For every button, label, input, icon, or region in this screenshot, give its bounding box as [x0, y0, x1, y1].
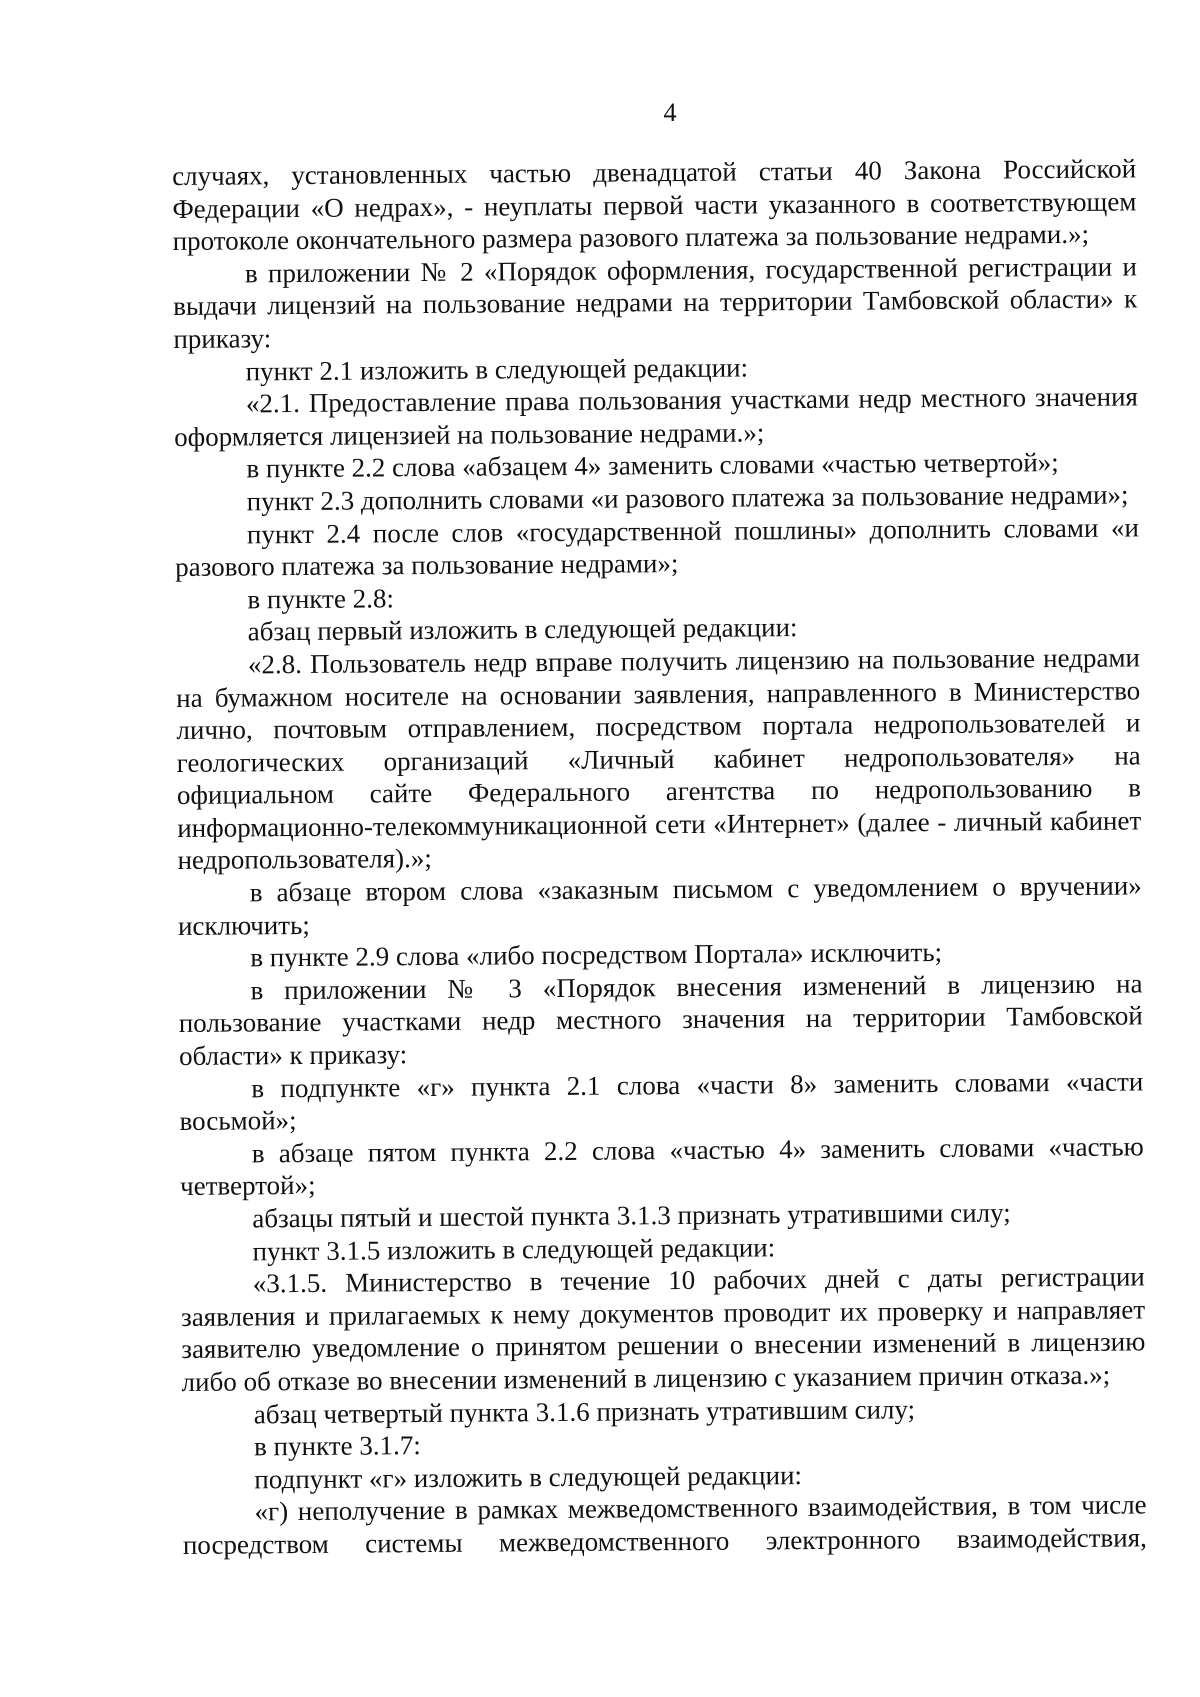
paragraph: «2.8. Пользователь недр вправе получить лицензию на пользование недрами на бумажном носителе на основании заявления, направленного в Министерство лично, почтовым отправлением, посредством портала недропользователей и геологических организаций «Личный кабинет недропользователя» на официальном сайте Федерального агентства по недропользованию в информационно-телекоммуникационной сети «Интернет» (далее - личный кабинет недропользователя).»;: [176, 642, 1142, 876]
paragraph: в пункте 2.8:: [247, 582, 395, 615]
paragraph: подпункт «г» изложить в следующей редакции:: [254, 1459, 803, 1495]
paragraph: абзац четвертый пункта 3.1.6 признать утратившим силу;: [253, 1393, 916, 1429]
paragraph: «г) неполучение в рамках межведомственного взаимодействия, в том числе посредством системы межведомственного электронного взаимодействия,: [182, 1489, 1147, 1560]
page-number: 4: [663, 98, 677, 127]
paragraph: в приложении № 2 «Порядок оформления, государственной регистрации и выдачи лицензий на пользование недрами на территории Тамбовской области» к приказу:: [173, 251, 1138, 354]
paragraph: случаях, установленных частью двенадцатой статьи 40 Закона Российской Федерации «О недрах», - неуплаты первой части указанного в соответствующем протоколе окончательного размера разового платежа за пользование недрами.»;: [172, 153, 1137, 257]
paragraph: «2.1. Предоставление права пользования участками недр местного значения оформляется лицензией на пользование недрами.»;: [174, 381, 1139, 452]
paragraph: абзацы пятый и шестой пункта 3.1.3 признать утратившими силу;: [252, 1197, 1011, 1234]
paragraph: в пункте 2.2 слова «абзацем 4» заменить словами «частью четвертой»;: [246, 447, 1059, 484]
paragraph: в абзаце втором слова «заказным письмом с уведомлением о вручении» исключить;: [177, 870, 1142, 941]
paragraph: в абзаце пятом пункта 2.2 слова «частью 4» заменить словами «частью четвертой»;: [179, 1131, 1144, 1202]
paragraph: в пункте 2.9 слова «либо посредством Портала» исключить;: [250, 937, 943, 973]
paragraph: в приложении № 3 «Порядок внесения изменений в лицензию на пользование участками недр местного значения на территории Тамбовской области» к приказу:: [178, 968, 1143, 1072]
paragraph: пункт 2.4 после слов «государственной пошлины» дополнить словами «и разового платежа за пользование недрами»;: [175, 511, 1140, 583]
paragraph: в пункте 3.1.7:: [253, 1430, 421, 1462]
paragraph: пункт 2.3 дополнить словами «и разового платежа за пользование недрами»;: [246, 479, 1129, 517]
paragraph: пункт 3.1.5 изложить в следующей редакции:: [252, 1231, 776, 1266]
paragraph: «3.1.5. Министерство в течение 10 рабочих дней с даты регистрации заявления и прилагаемых к нему документов проводит их проверку и направляет заявителю уведомление о принятом решении о внесении изменений в лицензию либо об отказе во внесении изменений в лицензию с указанием причин отказа.»;: [180, 1261, 1146, 1397]
paragraph: пункт 2.1 изложить в следующей редакции:: [245, 352, 749, 386]
paragraph: абзац первый изложить в следующей редакции:: [247, 612, 798, 647]
paragraph: в подпункте «г» пункта 2.1 слова «части 8» заменить словами «части восьмой»;: [179, 1066, 1144, 1137]
document-body: [172, 152, 1147, 1561]
